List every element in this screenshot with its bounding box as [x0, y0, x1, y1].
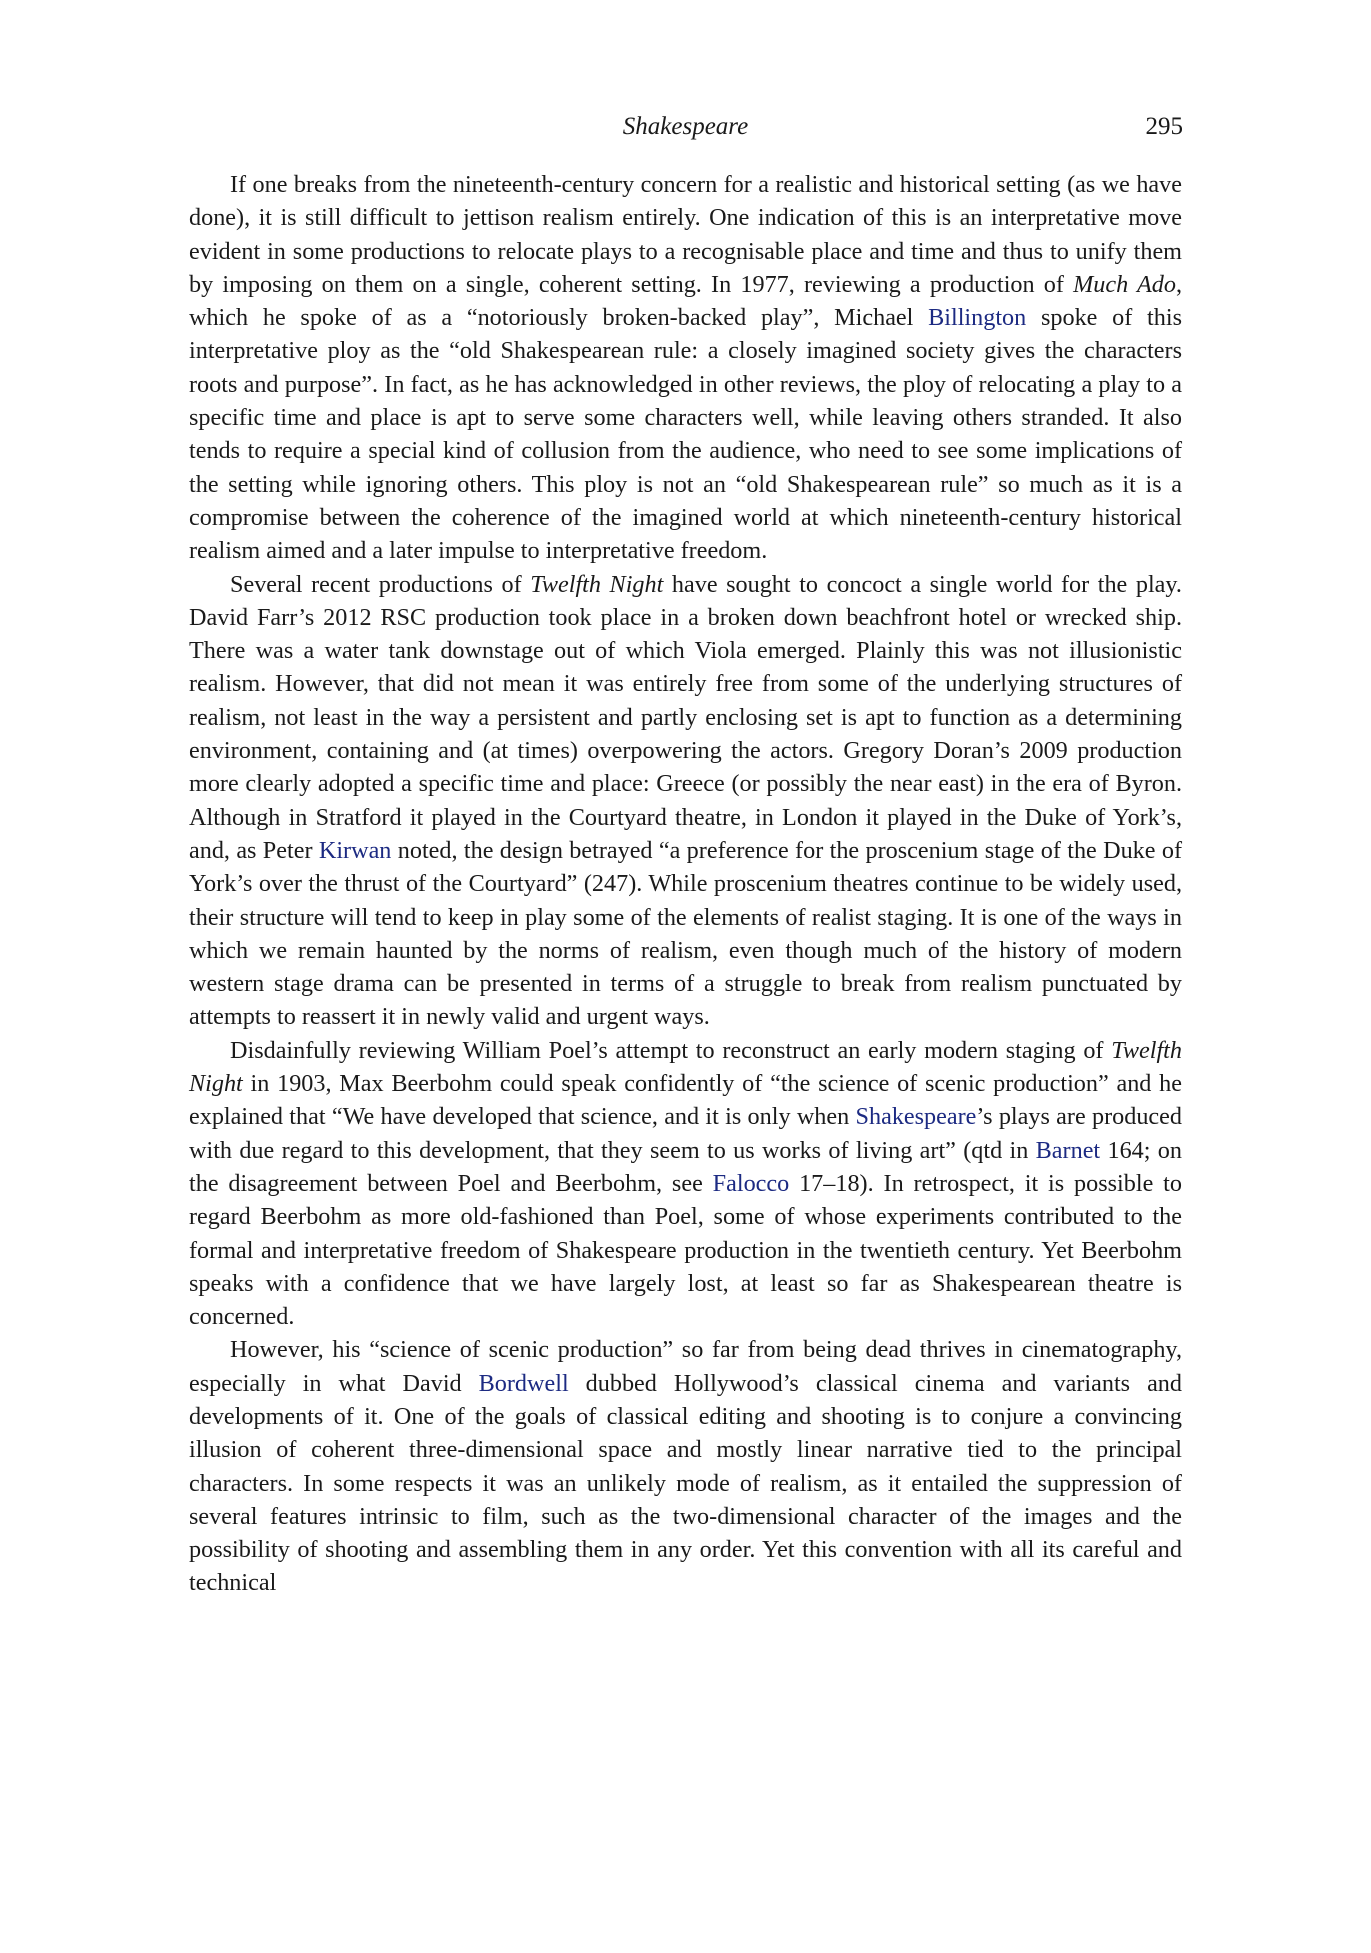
- text-run: ’s plays are produced with due regard to this development, that they seem to us works of living art” (qtd in: [189, 1103, 1182, 1164]
- text-run: 17–18). In retrospect, it is possible to regard Beerbohm as more old-fashioned than Poel, some of whose experiments contributed to the formal and interpretative freedom of Shakespeare production in the twentieth century. Yet Beerbohm speaks with a confidence that we have largely lost, at least so far as Shakespearean theatre is concerned.: [189, 1169, 1182, 1331]
- paragraph-3: [189, 1034, 1182, 1334]
- paragraph-2: [189, 568, 1182, 1034]
- text-run: spoke of this interpretative ploy as the “old Shakespearean rule: a closely imagined society gives the characters roots and purpose”. In fact, as he has acknowledged in other reviews, the ploy of relocating a play to a specific time and place is apt to serve some characters well, while leaving others stranded. It also tends to require a special kind of collusion from the audience, who need to see some implications of the setting while ignoring others. This ploy is not an “old Shakespearean rule” so much as it is a compromise between the coherence of the imagined world at which nineteenth-century historical realism aimed and a later impulse to interpretative freedom.: [189, 304, 1182, 565]
- text-run: Several recent productions of: [230, 570, 531, 598]
- citation-link[interactable]: Kirwan: [318, 836, 392, 864]
- citation-link[interactable]: Shakespeare: [855, 1103, 977, 1131]
- paragraph-4: [189, 1333, 1182, 1599]
- text-run: noted, the design betrayed “a preference for the proscenium stage of the Duke of York’s over the thrust of the Courtyard” (247). While proscenium theatres continue to be widely used, their structure will tend to keep in play some of the elements of realist staging. It is one of the ways in which we remain haunted by the norms of realism, even though much of the history of modern western stage drama can be presented in terms of a struggle to break from realism punctuated by attempts to reassert it in newly valid and urgent ways.: [189, 836, 1182, 1031]
- italic-title: Twelfth Night: [530, 570, 664, 598]
- italic-title: Twelfth Night: [189, 1036, 1182, 1098]
- text-run: in 1903, Max Beerbohm could speak confidently of “the science of scenic production” and he explained that “We have developed that science, and it is only when: [189, 1070, 1182, 1131]
- paragraph-1: [189, 168, 1182, 568]
- text-run: dubbed Hollywood’s classical cinema and variants and developments of it. One of the goals of classical editing and shooting is to conjure a convincing illusion of coherent three-dimensional space and mostly linear narrative tied to the principal characters. In some respects it was an unlikely mode of realism, as it entailed the suppression of several features intrinsic to film, such as the two-dimensional character of the images and the possibility of shooting and assembling them in any order. Yet this convention with all its careful and technical: [189, 1369, 1182, 1597]
- text-run: However, his “science of scenic production” so far from being dead thrives in cinematography, especially in what David: [189, 1336, 1182, 1397]
- text-run: have sought to concoct a single world for the play. David Farr’s 2012 RSC production took place in a broken down beachfront hotel or wrecked ship. There was a water tank downstage out of which Viola emerged. Plainly this was not illusionistic realism. However, that did not mean it was entirely free from some of the underlying structures of realism, not least in the way a persistent and partly enclosing set is apt to function as a determining environment, containing and (at times) overpowering the actors. Gregory Doran’s 2009 production more clearly adopted a specific time and place: Greece (or possibly the near east) in the era of Byron. Although in Stratford it played in the Courtyard theatre, in London it played in the Duke of York’s, and, as Peter: [189, 570, 1182, 864]
- italic-title: Much Ado: [1073, 270, 1176, 298]
- citation-link[interactable]: Falocco: [712, 1169, 790, 1197]
- text-run: , which he spoke of as a “notoriously broken-backed play”, Michael: [189, 270, 1182, 332]
- text-run: Disdainfully reviewing William Poel’s attempt to reconstruct an early modern staging of: [230, 1036, 1112, 1064]
- text-run: 164; on the disagreement between Poel and Beerbohm, see: [189, 1136, 1182, 1197]
- citation-link[interactable]: Billington: [928, 304, 1027, 332]
- citation-link[interactable]: Barnet: [1035, 1136, 1101, 1164]
- citation-link[interactable]: Bordwell: [478, 1369, 569, 1397]
- page-number: 295: [1145, 113, 1183, 140]
- running-title: Shakespeare: [622, 113, 749, 140]
- text-run: If one breaks from the nineteenth-century concern for a realistic and historical setting (as we have done), it is still difficult to jettison realism entirely. One indication of this is an interpretative move evident in some productions to relocate plays to a recognisable place and time and thus to unify them by imposing on them on a single, coherent setting. In 1977, reviewing a production of: [189, 171, 1182, 298]
- body-text: [189, 168, 1182, 1600]
